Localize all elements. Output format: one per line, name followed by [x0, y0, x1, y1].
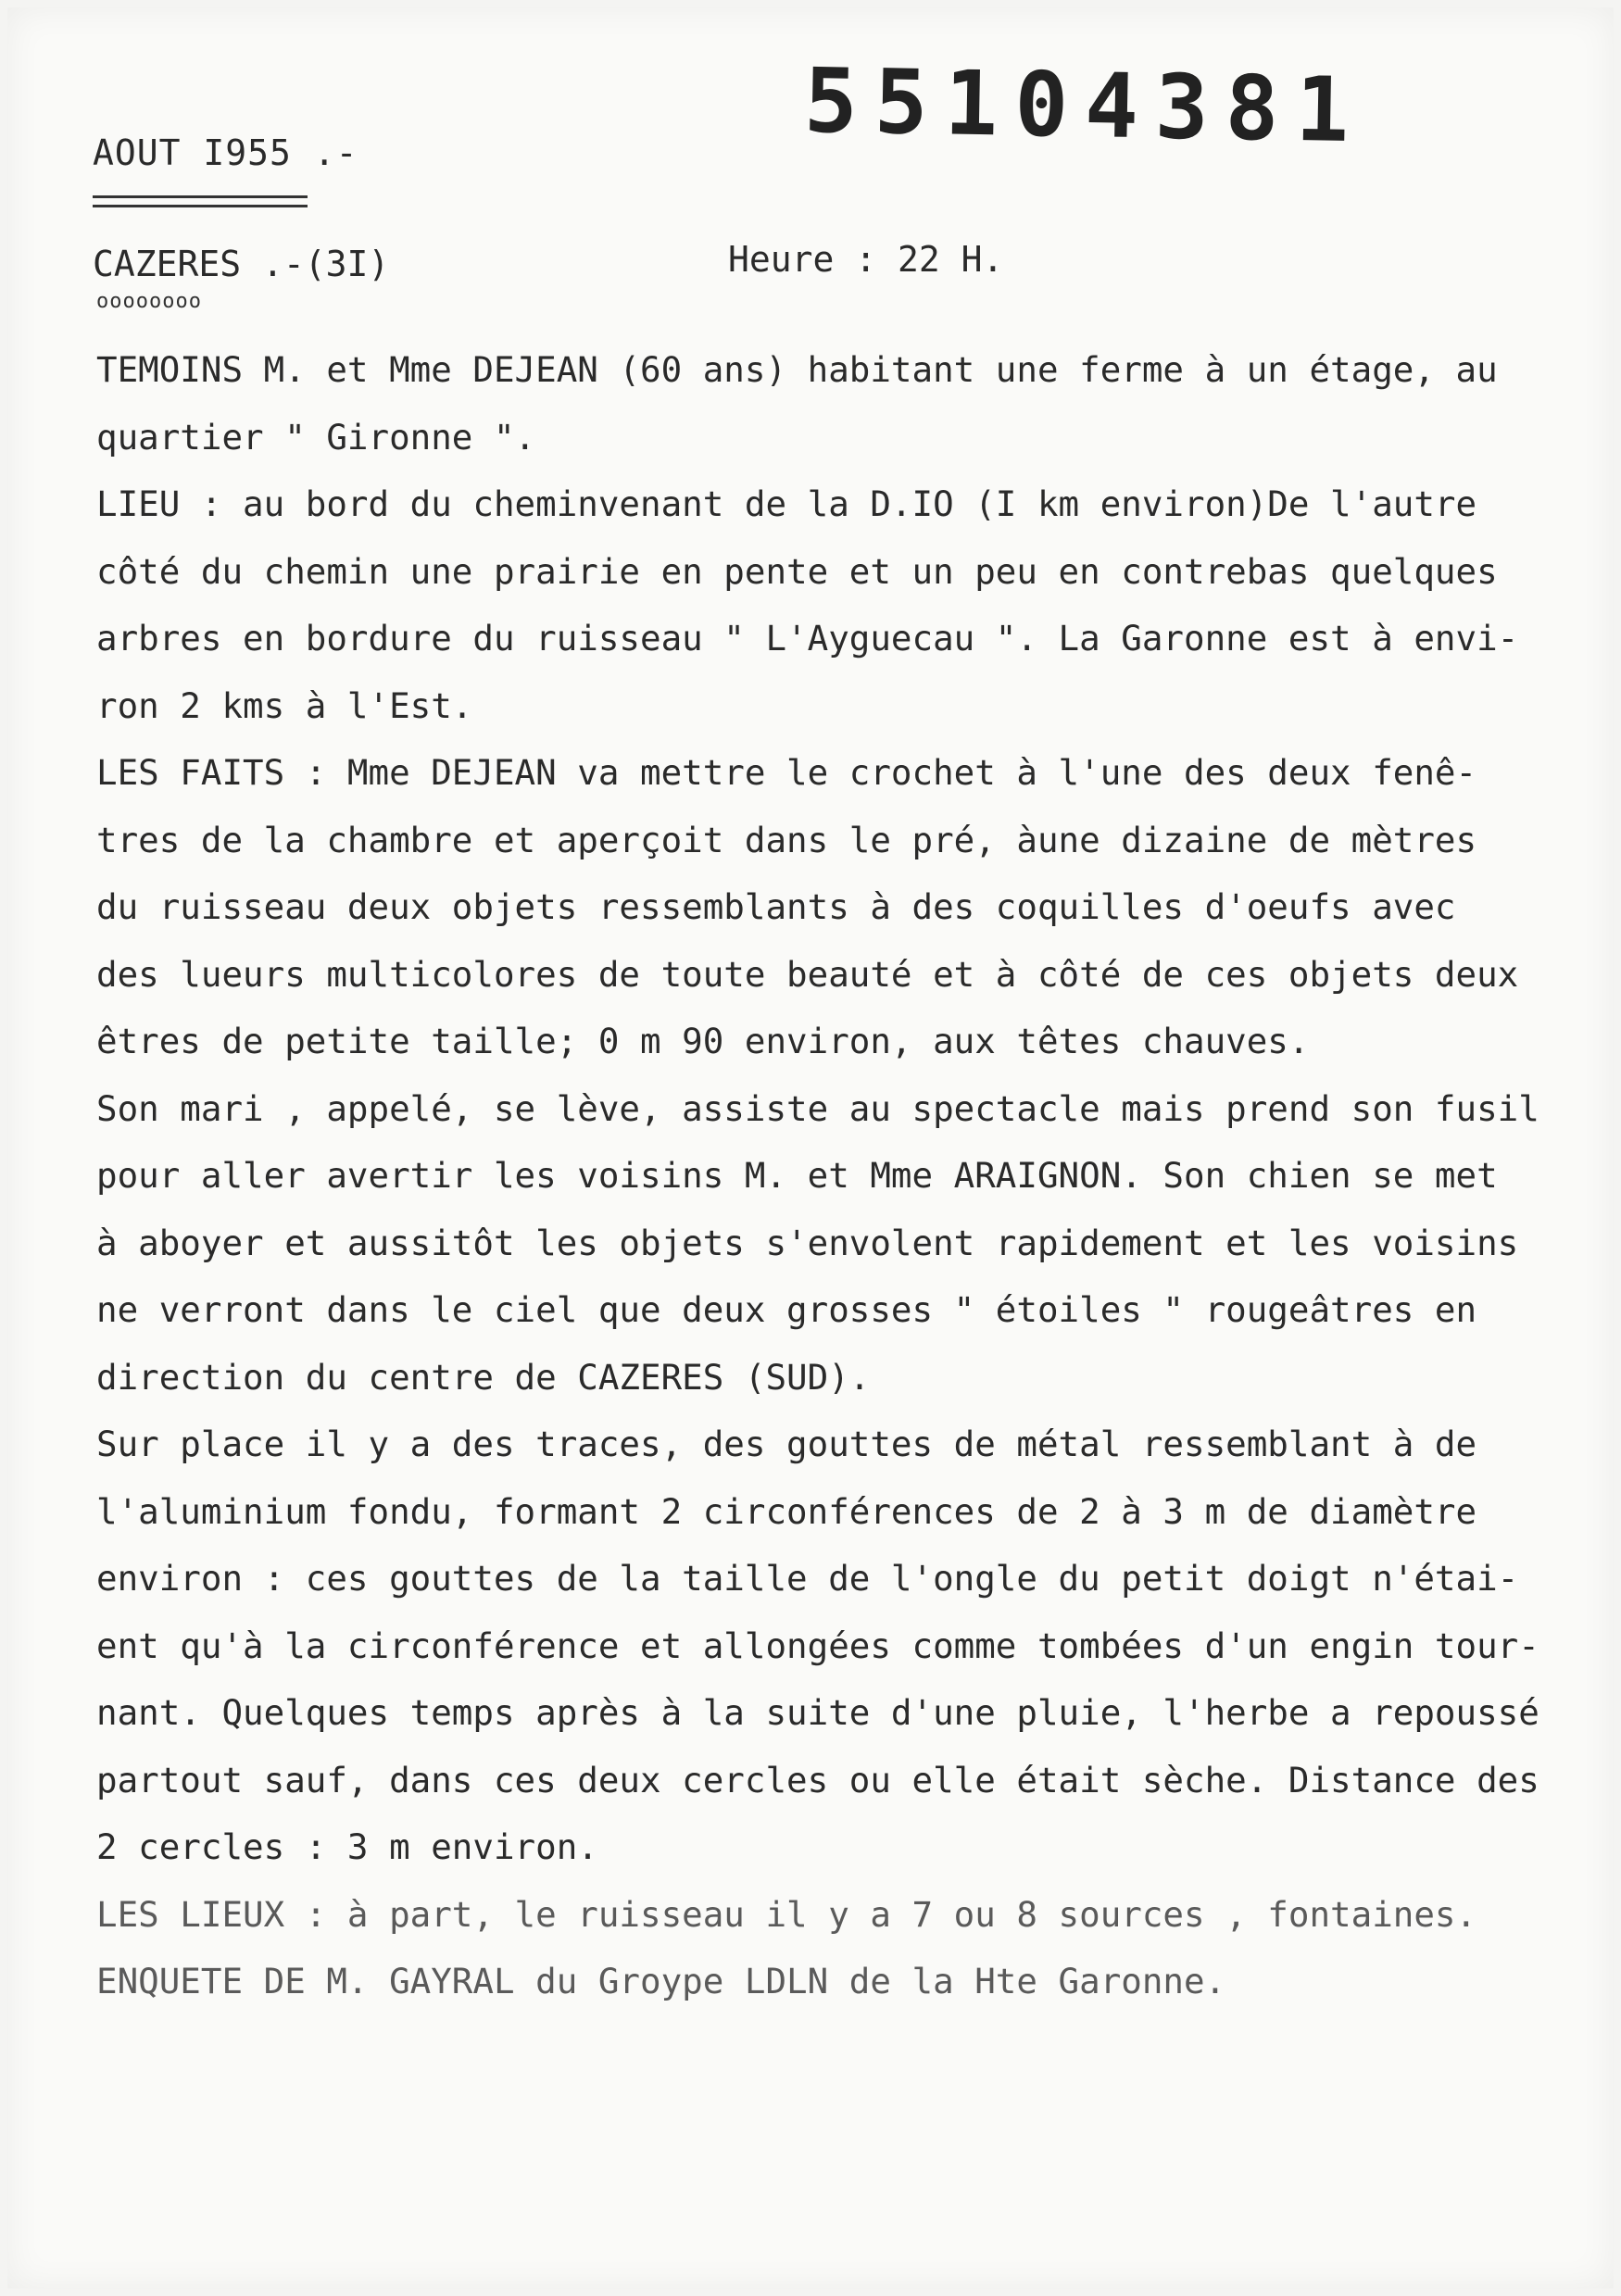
report-date: AOUT I955 .-: [93, 132, 358, 173]
body-line: des lueurs multicolores de toute beauté et à côté de ces objets deux: [96, 953, 1519, 995]
date-underline-double: [93, 205, 308, 207]
body-line: Sur place il y a des traces, des gouttes de métal ressemblant à de: [96, 1424, 1477, 1464]
body-line: ent qu'à la circonférence et allongées comme tombées d'un engin tour-: [96, 1625, 1539, 1666]
body-line: pour aller avertir les voisins M. et Mme ARAIGNON. Son chien se met: [96, 1155, 1498, 1196]
body-line: environ : ces gouttes de la taille de l'ongle du petit doigt n'étai-: [96, 1558, 1519, 1599]
body-line: tres de la chambre et aperçoit dans le pré, àune dizaine de mètres: [96, 819, 1477, 860]
archive-stamp-number: 55104381: [803, 48, 1367, 163]
body-line: LES LIEUX : à part, le ruisseau il y a 7 ou 8 sources , fontaines.: [96, 1893, 1477, 1935]
body-line: LES FAITS : Mme DEJEAN va mettre le crochet à l'une des deux fenê-: [96, 752, 1477, 793]
body-line: êtres de petite taille; 0 m 90 environ, aux têtes chauves.: [96, 1021, 1310, 1061]
document-page: [7, 7, 1614, 2289]
body-line: nant. Quelques temps après à la suite d'une pluie, l'herbe a repoussé: [96, 1692, 1539, 1733]
body-line: 2 cercles : 3 m environ.: [96, 1826, 598, 1867]
body-line: ne verront dans le ciel que deux grosses " étoiles " rougeâtres en: [96, 1289, 1477, 1330]
body-line: TEMOINS M. et Mme DEJEAN (60 ans) habitant une ferme à un étage, au: [96, 349, 1498, 390]
body-line: ron 2 kms à l'Est.: [96, 684, 473, 726]
body-line: côté du chemin une prairie en pente et un peu en contrebas quelques: [96, 550, 1498, 592]
body-line: l'aluminium fondu, formant 2 circonférences de 2 à 3 m de diamètre: [96, 1490, 1477, 1532]
date-underline: [93, 195, 308, 198]
report-place: CAZERES .-(3I): [93, 244, 390, 284]
place-underline-circles: oooooooo: [96, 290, 202, 313]
body-line: ENQUETE DE M. GAYRAL du Groype LDLN de la Hte Garonne.: [96, 1961, 1226, 2001]
body-line: du ruisseau deux objets ressemblants à des coquilles d'oeufs avec: [96, 886, 1456, 927]
body-line: Son mari , appelé, se lève, assiste au spectacle mais prend son fusil: [96, 1087, 1539, 1129]
body-line: quartier " Gironne ".: [96, 416, 536, 458]
body-line: arbres en bordure du ruisseau " L'Ayguecau ". La Garonne est à envi-: [96, 618, 1519, 659]
body-line: LIEU : au bord du cheminvenant de la D.IO (I km environ)De l'autre: [96, 483, 1477, 524]
report-body: [96, 336, 1615, 2015]
report-hour: Heure : 22 H.: [728, 239, 1004, 280]
body-line: direction du centre de CAZERES (SUD).: [96, 1356, 871, 1398]
body-line: partout sauf, dans ces deux cercles ou elle était sèche. Distance des: [96, 1759, 1539, 1800]
body-line: à aboyer et aussitôt les objets s'envolent rapidement et les voisins: [96, 1222, 1519, 1263]
